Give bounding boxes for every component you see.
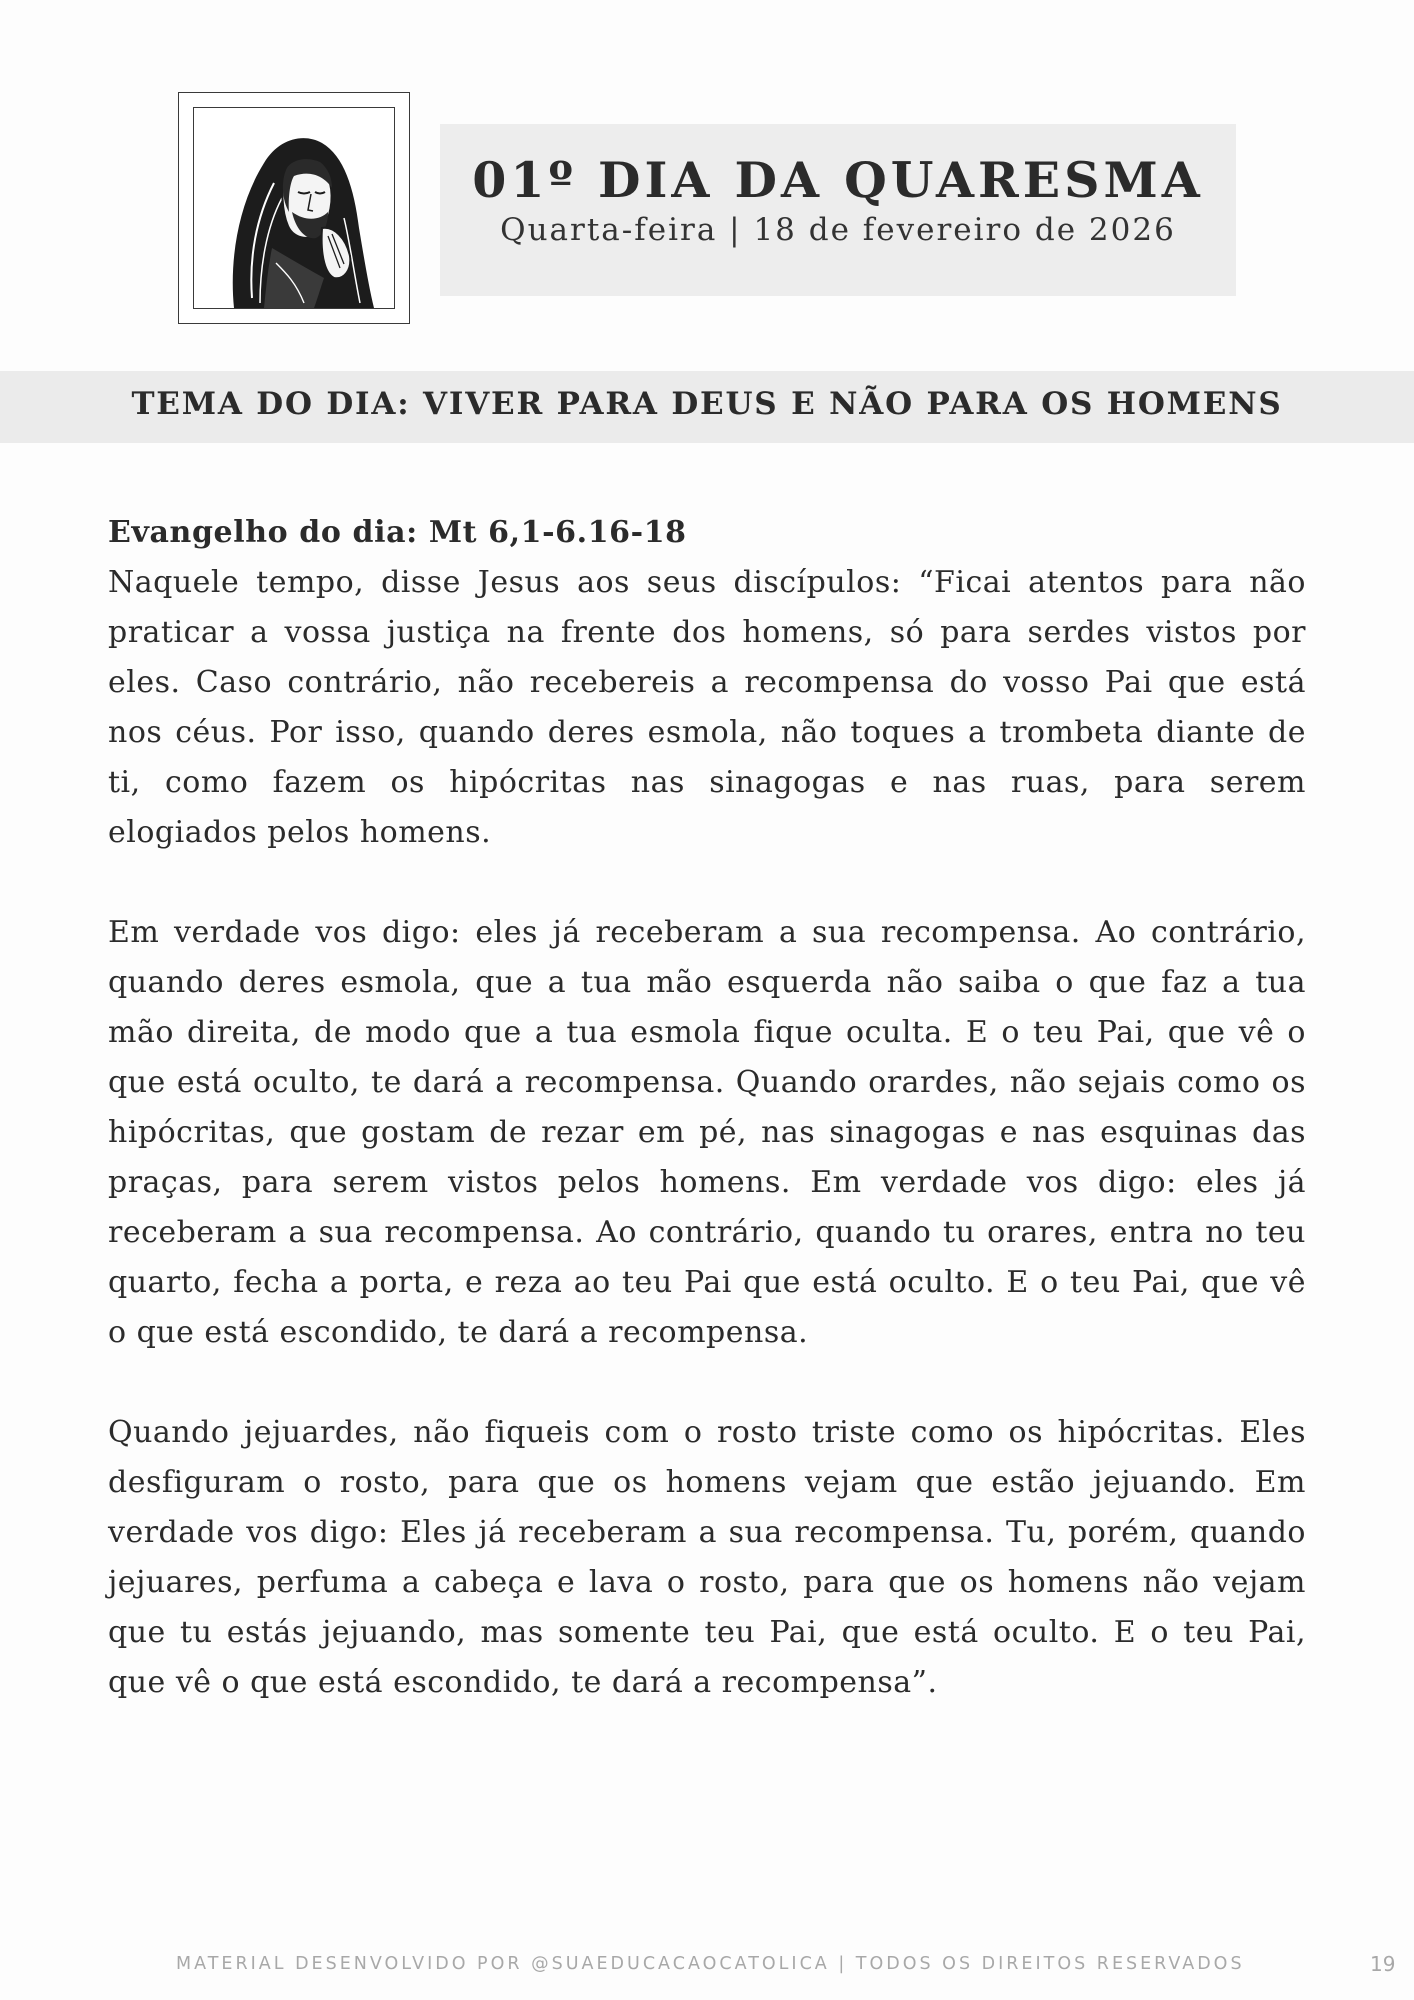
page-title: 01º DIA DA QUARESMA — [472, 151, 1204, 209]
page-number: 19 — [1370, 1952, 1396, 1976]
gospel-heading: Evangelho do dia: Mt 6,1-6.16-18 — [108, 515, 687, 550]
footer-copyright: MATERIAL DESENVOLVIDO POR @SUAEDUCACAOCATOLICA | TODOS OS DIREITOS RESERVADOS — [176, 1954, 1245, 1974]
title-box — [440, 124, 1236, 296]
footer — [0, 1950, 1414, 1980]
gospel-paragraph: Naquele tempo, disse Jesus aos seus discípulos: “Ficai atentos para não praticar a vossa justiça na frente dos homens, só para serdes vistos por eles. Caso contrário, não recebereis a recompensa do vosso Pai que está nos céus. Por isso, quando deres esmola, não toques a trombeta diante de ti, como fazem os hipócritas nas sinagogas e nas ruas, para serem elogiados pelos homens. — [108, 565, 1306, 850]
gospel-paragraph: Quando jejuardes, não fiqueis com o rosto triste como os hipócritas. Eles desfiguram o rosto, para que os homens vejam que estão jejuando. Em verdade vos digo: Eles já receberam a sua recompensa. Tu, porém, quando jejuares, perfuma a cabeça e lava o rosto, para que os homens não vejam que tu estás jejuando, mas somente teu Pai, que está oculto. E o teu Pai, que vê o que está escondido, te dará a recompensa”. — [108, 1415, 1306, 1700]
page-subtitle-date: Quarta-feira | 18 de fevereiro de 2026 — [500, 212, 1176, 249]
image-frame — [178, 92, 410, 324]
praying-jesus-illustration-icon — [193, 107, 395, 309]
gospel-section — [108, 508, 1306, 1758]
gospel-paragraph: Em verdade vos digo: eles já receberam a sua recompensa. Ao contrário, quando deres esmola, que a tua mão esquerda não saiba o que faz a tua mão direita, de modo que a tua esmola fique oculta. E o teu Pai, que vê o que está oculto, te dará a recompensa. Quando orardes, não sejais como os hipócritas, que gostam de rezar em pé, nas sinagogas e nas esquinas das praças, para serem vistos pelos homens. Em verdade vos digo: eles já receberam a sua recompensa. Ao contrário, quando tu orares, entra no teu quarto, fecha a porta, e reza ao teu Pai que está oculto. E o teu Pai, que vê o que está escondido, te dará a recompensa. — [108, 915, 1306, 1350]
theme-of-day: TEMA DO DIA: VIVER PARA DEUS E NÃO PARA OS HOMENS — [131, 386, 1283, 422]
theme-band — [0, 371, 1414, 443]
